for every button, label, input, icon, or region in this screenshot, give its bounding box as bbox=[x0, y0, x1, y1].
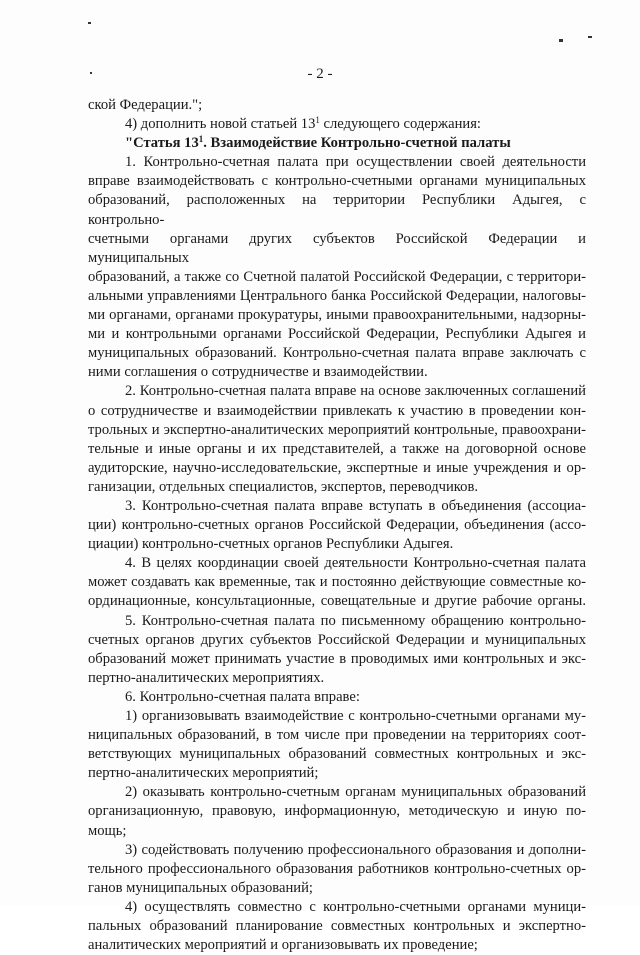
text-line: счетных органов других субъектов Российской Федерации и муниципальных bbox=[88, 631, 586, 648]
text-line: пертно-аналитических мероприятиях. bbox=[88, 669, 325, 686]
text-line: ветствующих муниципальных образований совместных контрольных и экс- bbox=[88, 746, 586, 763]
text-line: о сотрудничестве и взаимодействии привлекать к участию в проведении кон- bbox=[88, 402, 586, 419]
text-line: 4) дополнить новой статьей $13^1$ следующего содержания: bbox=[125, 115, 481, 133]
text-line: аудиторские, научно-исследовательские, экспертные и иные учреждения и ор- bbox=[88, 459, 586, 476]
text-line: 6. Контрольно-счетная палата вправе: bbox=[125, 688, 360, 705]
text-line: 3) содействовать получению профессионального образования и дополни- bbox=[125, 841, 586, 858]
scan-speck bbox=[88, 22, 91, 24]
text-line: 4. В целях координации своей деятельности Контрольно-счетная палата bbox=[125, 555, 586, 572]
text-line: ми и контрольными органами Российской Федерации, Республики Адыгея и bbox=[88, 326, 586, 343]
text-line: "Статья $13^1$. Взаимодействие Контрольно-счетной палаты bbox=[125, 134, 511, 152]
text-line: 1. Контрольно-счетная палата при осуществлении своей деятельности bbox=[125, 154, 586, 171]
text-line: образований может принимать участие в проводимых ими контрольных и экс- bbox=[88, 650, 586, 667]
text-line: пальных образований планирование совместных контрольных и экспертно- bbox=[88, 918, 586, 935]
text-line: 2. Контрольно-счетная палата вправе на основе заключенных соглашений bbox=[125, 383, 586, 400]
text-line: организационную, правовую, информационную, методическую и иную по- bbox=[88, 803, 586, 820]
text-line: образований, а также со Счетной палатой Российской Федерации, с территори- bbox=[88, 268, 586, 285]
text-line: пертно-аналитических мероприятий; bbox=[88, 765, 319, 782]
text-line: трольных и экспертно-аналитических мероприятий контрольные, правоохрани- bbox=[88, 421, 586, 438]
text-line: тельного профессионального образования работников контрольно-счетных ор- bbox=[88, 860, 586, 877]
text-line: счетными органами других субъектов Российской Федерации и муниципальных bbox=[88, 230, 586, 266]
text-line: ними соглашения о сотрудничестве и взаимодействии. bbox=[88, 364, 428, 381]
text-line: 1) организовывать взаимодействие с контрольно-счетными органами му- bbox=[125, 708, 586, 724]
text-line: ской Федерации."; bbox=[88, 97, 203, 113]
text-line: 4) осуществлять совместно с контрольно-счетными органами муници- bbox=[125, 898, 586, 915]
text-line: альными управлениями Центрального банка Российской Федерации, налоговы- bbox=[88, 287, 586, 304]
text-line: ниципальных образований, в том числе при проведении на территориях соот- bbox=[88, 727, 586, 744]
text-line: 5. Контрольно-счетная палата по письменному обращению контрольно- bbox=[125, 612, 586, 629]
document-body bbox=[88, 96, 586, 955]
page-number: - 2 - bbox=[307, 66, 333, 82]
text-line: ординационные, консультационные, совещательные и другие рабочие органы. bbox=[88, 593, 586, 610]
text-line: ми органами, органами прокуратуры, иными правоохранительными, надзорны- bbox=[88, 307, 586, 324]
text-line: 2) оказывать контрольно-счетным органам муниципальных образований bbox=[125, 784, 586, 801]
text-line: мощь; bbox=[88, 822, 127, 839]
text-line: циации) контрольно-счетных органов Республики Адыгея. bbox=[88, 536, 454, 553]
text-line: может создавать как временные, так и постоянно действующие совместные ко- bbox=[88, 574, 586, 591]
text-line: тельные и иные органы и их представителей, а также на договорной основе bbox=[88, 440, 586, 457]
text-line: образований, расположенных на территории Республики Адыгея, с контрольно- bbox=[88, 192, 586, 228]
scan-speck bbox=[588, 36, 592, 38]
text-line: вправе взаимодействовать с контрольно-счетными органами муниципальных bbox=[88, 173, 586, 190]
text-line: ции) контрольно-счетных органов Российской Федерации, объединения (ассо- bbox=[88, 517, 586, 534]
scan-speck bbox=[559, 39, 563, 42]
text-line: ганов муниципальных образований; bbox=[88, 879, 313, 896]
text-line: муниципальных образований. Контрольно-счетная палата вправе заключать с bbox=[88, 345, 586, 362]
text-line: 3. Контрольно-счетная палата вправе вступать в объединения (ассоциа- bbox=[125, 497, 586, 514]
text-line: аналитических мероприятий и организовывать их проведение; bbox=[88, 937, 478, 954]
text-line: ганизации, отдельных специалистов, экспертов, переводчиков. bbox=[88, 478, 478, 495]
